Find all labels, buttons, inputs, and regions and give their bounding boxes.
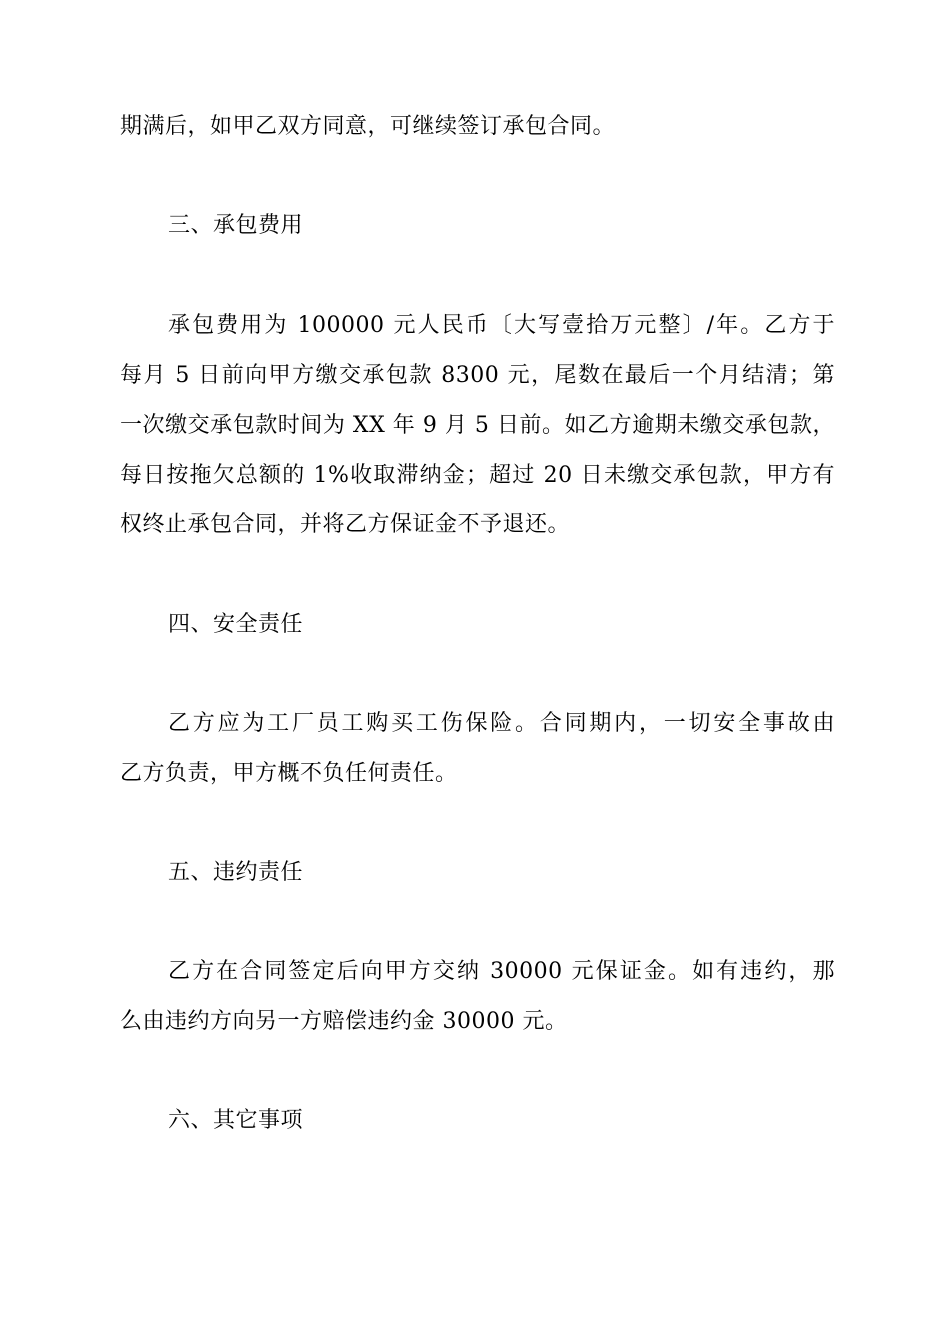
fees-line-5: 权终止承包合同，并将乙方保证金不予退还。 xyxy=(120,512,571,537)
fees-line-3: 一次缴交承包款时间为 XX 年 9 月 5 日前。如乙方逾期未缴交承包款， xyxy=(120,413,835,438)
section-heading-safety: 四、安全责任 xyxy=(168,612,304,637)
breach-line-1: 乙方在合同签定后向甲方交纳 30000 元保证金。如有违约，那 xyxy=(168,959,835,984)
fees-line-2: 每月 5 日前向甲方缴交承包款 8300 元，尾数在最后一个月结清；第 xyxy=(120,363,835,388)
section-heading-breach: 五、违约责任 xyxy=(168,860,304,885)
safety-line-1: 乙方应为工厂员工购买工伤保险。合同期内，一切安全事故由 xyxy=(168,711,835,736)
section-heading-fees: 三、承包费用 xyxy=(168,213,304,238)
breach-line-2: 么由违约方向另一方赔偿违约金 30000 元。 xyxy=(120,1009,568,1034)
paragraph-continuation: 期满后，如甲乙双方同意，可继续签订承包合同。 xyxy=(120,114,616,139)
safety-line-2: 乙方负责，甲方概不负任何责任。 xyxy=(120,761,458,786)
fees-line-4: 每日按拖欠总额的 1%收取滞纳金；超过 20 日未缴交承包款，甲方有 xyxy=(120,463,835,488)
fees-line-1: 承包费用为 100000 元人民币〔大写壹拾万元整〕/年。乙方于 xyxy=(168,313,835,338)
section-heading-other: 六、其它事项 xyxy=(168,1108,304,1133)
